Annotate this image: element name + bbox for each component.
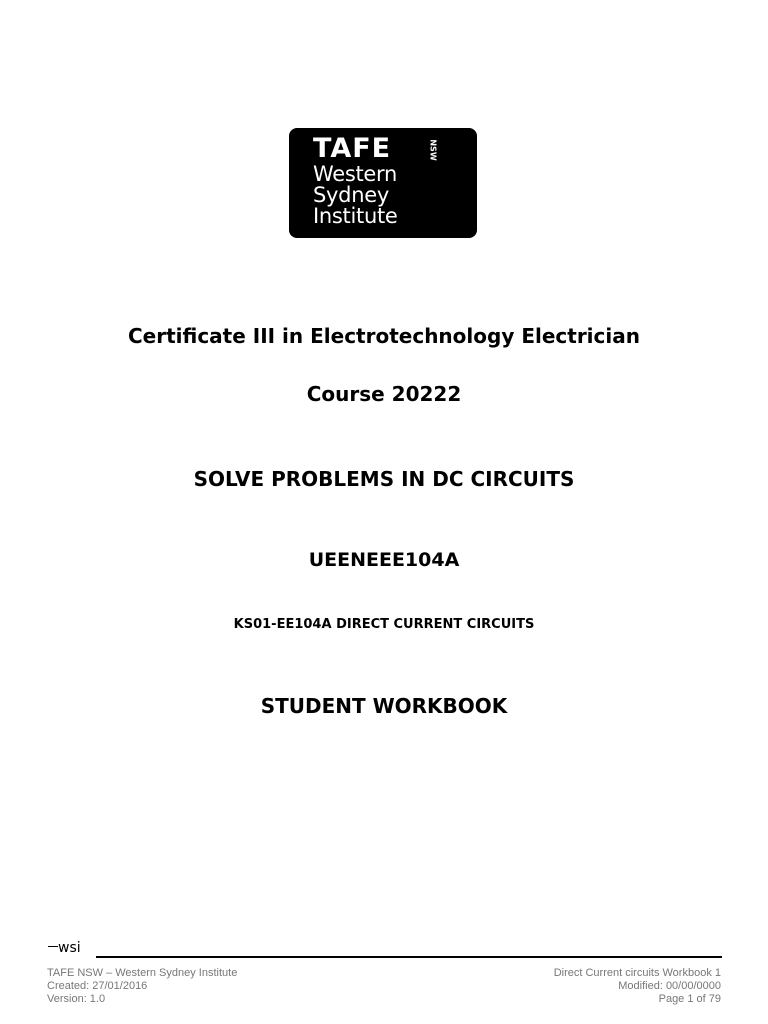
tafe-wsi-logo — [289, 128, 477, 238]
logo-line-sydney: Sydney — [313, 183, 389, 207]
course-number: Course 20222 — [306, 382, 462, 406]
footer-page-number: Page 1 of 79 — [658, 993, 721, 1005]
logo-tafe-text: TAFE — [313, 133, 392, 164]
unit-title: SOLVE PROBLEMS IN DC CIRCUITS — [193, 467, 575, 491]
footer-created: Created: 27/01/2016 — [47, 980, 148, 992]
footer-doc-title: Direct Current circuits Workbook 1 — [553, 967, 721, 979]
module-title: KS01-EE104A DIRECT CURRENT CIRCUITS — [233, 617, 535, 632]
certificate-title: Certificate III in Electrotechnology Electrician — [127, 324, 640, 348]
footer-modified: Modified: 00/00/0000 — [618, 980, 721, 992]
wsi-mark-bar — [48, 946, 58, 947]
unit-code: UEENEEE104A — [308, 549, 460, 571]
footer-divider — [96, 956, 722, 958]
wsi-brand-mark: wsi — [58, 940, 81, 956]
document-type: STUDENT WORKBOOK — [260, 694, 508, 718]
logo-line-western: Western — [313, 162, 398, 186]
logo-nsw-text: NSW — [428, 139, 438, 161]
logo-line-institute: Institute — [313, 204, 398, 228]
footer-version: Version: 1.0 — [47, 993, 106, 1005]
footer-org: TAFE NSW – Western Sydney Institute — [47, 967, 238, 979]
